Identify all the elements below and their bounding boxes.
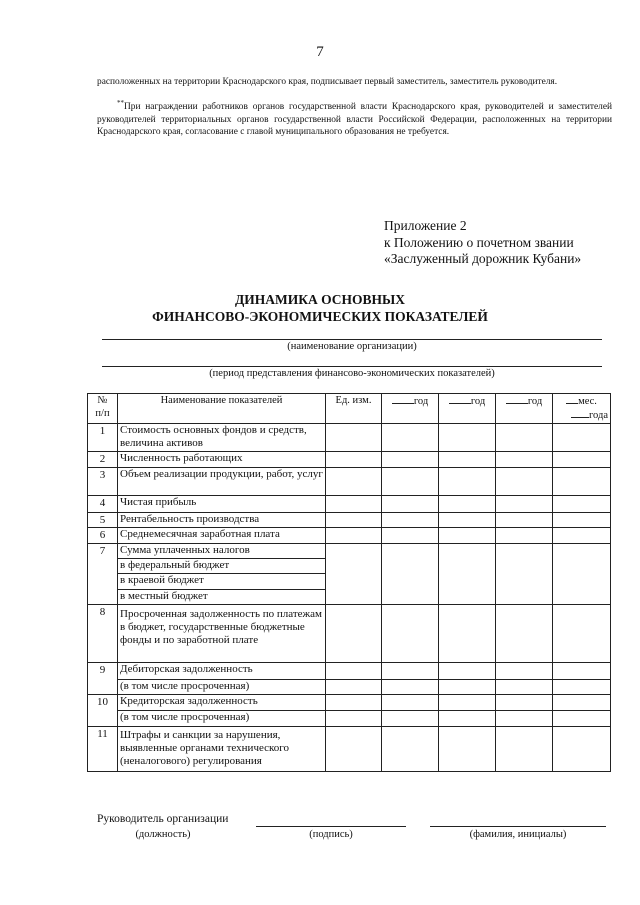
- header-year-1: год: [382, 394, 439, 424]
- table-row: [88, 604, 611, 662]
- period-caption: (период представления финансово-экономических показателей): [209, 368, 495, 379]
- row-label: Чистая прибыль: [118, 496, 326, 512]
- appendix-line-3: «Заслуженный дорожник Кубани»: [384, 251, 582, 266]
- signature-caption: (подпись): [309, 829, 353, 840]
- full-name-line: [430, 826, 606, 827]
- table-row: [88, 423, 611, 452]
- period-line: [102, 366, 602, 367]
- header-year-2: год: [439, 394, 496, 424]
- row-number: 5: [88, 512, 118, 527]
- table-row: [88, 543, 611, 558]
- header-month: мес. года: [553, 394, 611, 424]
- row-number: 2: [88, 452, 118, 467]
- row-number: 3: [88, 467, 118, 496]
- appendix-line-2: к Положению о почетном звании: [384, 234, 574, 250]
- row-sublabel: в федеральный бюджет: [118, 558, 326, 573]
- table-subrow: [88, 679, 611, 694]
- table-header-row: [88, 394, 611, 424]
- row-label: Штрафы и санкции за нарушения, выявленные органами технического (неналогового) регулирования: [118, 726, 326, 771]
- footnote-double-asterisk: [97, 98, 612, 139]
- row-number: 7: [88, 543, 118, 604]
- row-label: Объем реализации продукции, работ, услуг: [118, 467, 326, 496]
- table-row: [88, 467, 611, 496]
- row-label: Дебиторская задолженность: [118, 663, 326, 679]
- row-number: 9: [88, 663, 118, 695]
- footnote-continuation: расположенных на территории Краснодарского края, подписывает первый заместитель, заместитель руководителя.: [97, 77, 558, 87]
- row-number: 8: [88, 604, 118, 662]
- position-caption: (должность): [135, 829, 191, 840]
- org-name-line: [102, 339, 602, 340]
- footnote-text: При награждении работников органов государственной власти Краснодарского края, руководителей и заместителей руководителей территориальных органов государственной власти Российской Федерации, расположенных на территории Краснодарского края, согласование с главой муниципального образования не требуется.: [97, 102, 612, 137]
- header-indicator-name: Наименование показателей: [118, 394, 326, 424]
- table-row: [88, 512, 611, 527]
- appendix-line-1: Приложение 2: [384, 218, 467, 233]
- footnote-mark: **: [117, 98, 124, 107]
- document-title-line-2: ФИНАНСОВО-ЭКОНОМИЧЕСКИХ ПОКАЗАТЕЛЕЙ: [152, 309, 488, 324]
- document-title-line-1: ДИНАМИКА ОСНОВНЫХ: [234, 292, 406, 307]
- table-row: [88, 452, 611, 467]
- row-label: Стоимость основных фондов и средств, величина активов: [118, 423, 326, 452]
- row-label: Численность работающих: [118, 452, 326, 467]
- full-name-caption: (фамилия, инициалы): [469, 829, 567, 840]
- header-year-3: год: [496, 394, 553, 424]
- page-number: 7: [316, 44, 324, 60]
- header-unit: Ед. изм.: [326, 394, 382, 424]
- row-sublabel: в местный бюджет: [118, 589, 326, 604]
- table-row: [88, 496, 611, 512]
- row-sublabel: (в том числе просроченная): [118, 711, 326, 726]
- header-number: № п/п: [88, 394, 118, 424]
- table-row: [88, 695, 611, 711]
- row-number: 1: [88, 423, 118, 452]
- row-sublabel: в краевой бюджет: [118, 574, 326, 589]
- table-subrow: [88, 711, 611, 726]
- row-number: 11: [88, 726, 118, 771]
- signature-line: [256, 826, 406, 827]
- row-number: 4: [88, 496, 118, 512]
- table-row: [88, 663, 611, 679]
- table-row: [88, 528, 611, 543]
- row-label: Рентабельность производства: [118, 512, 326, 527]
- row-label: Просроченная задолженность по платежам в бюджет, государственные бюджетные фонды и по заработной плате: [118, 604, 326, 662]
- row-number: 6: [88, 528, 118, 543]
- head-of-organization-label: Руководитель организации: [97, 813, 229, 825]
- row-label: Среднемесячная заработная плата: [118, 528, 326, 543]
- row-number: 10: [88, 695, 118, 727]
- appendix-heading: [384, 218, 581, 268]
- row-label: Сумма уплаченных налогов: [118, 543, 326, 558]
- table-row: [88, 726, 611, 771]
- row-sublabel: (в том числе просроченная): [118, 679, 326, 694]
- indicators-table: [87, 393, 611, 772]
- row-label: Кредиторская задолженность: [118, 695, 326, 711]
- org-name-caption: (наименование организации): [287, 341, 417, 352]
